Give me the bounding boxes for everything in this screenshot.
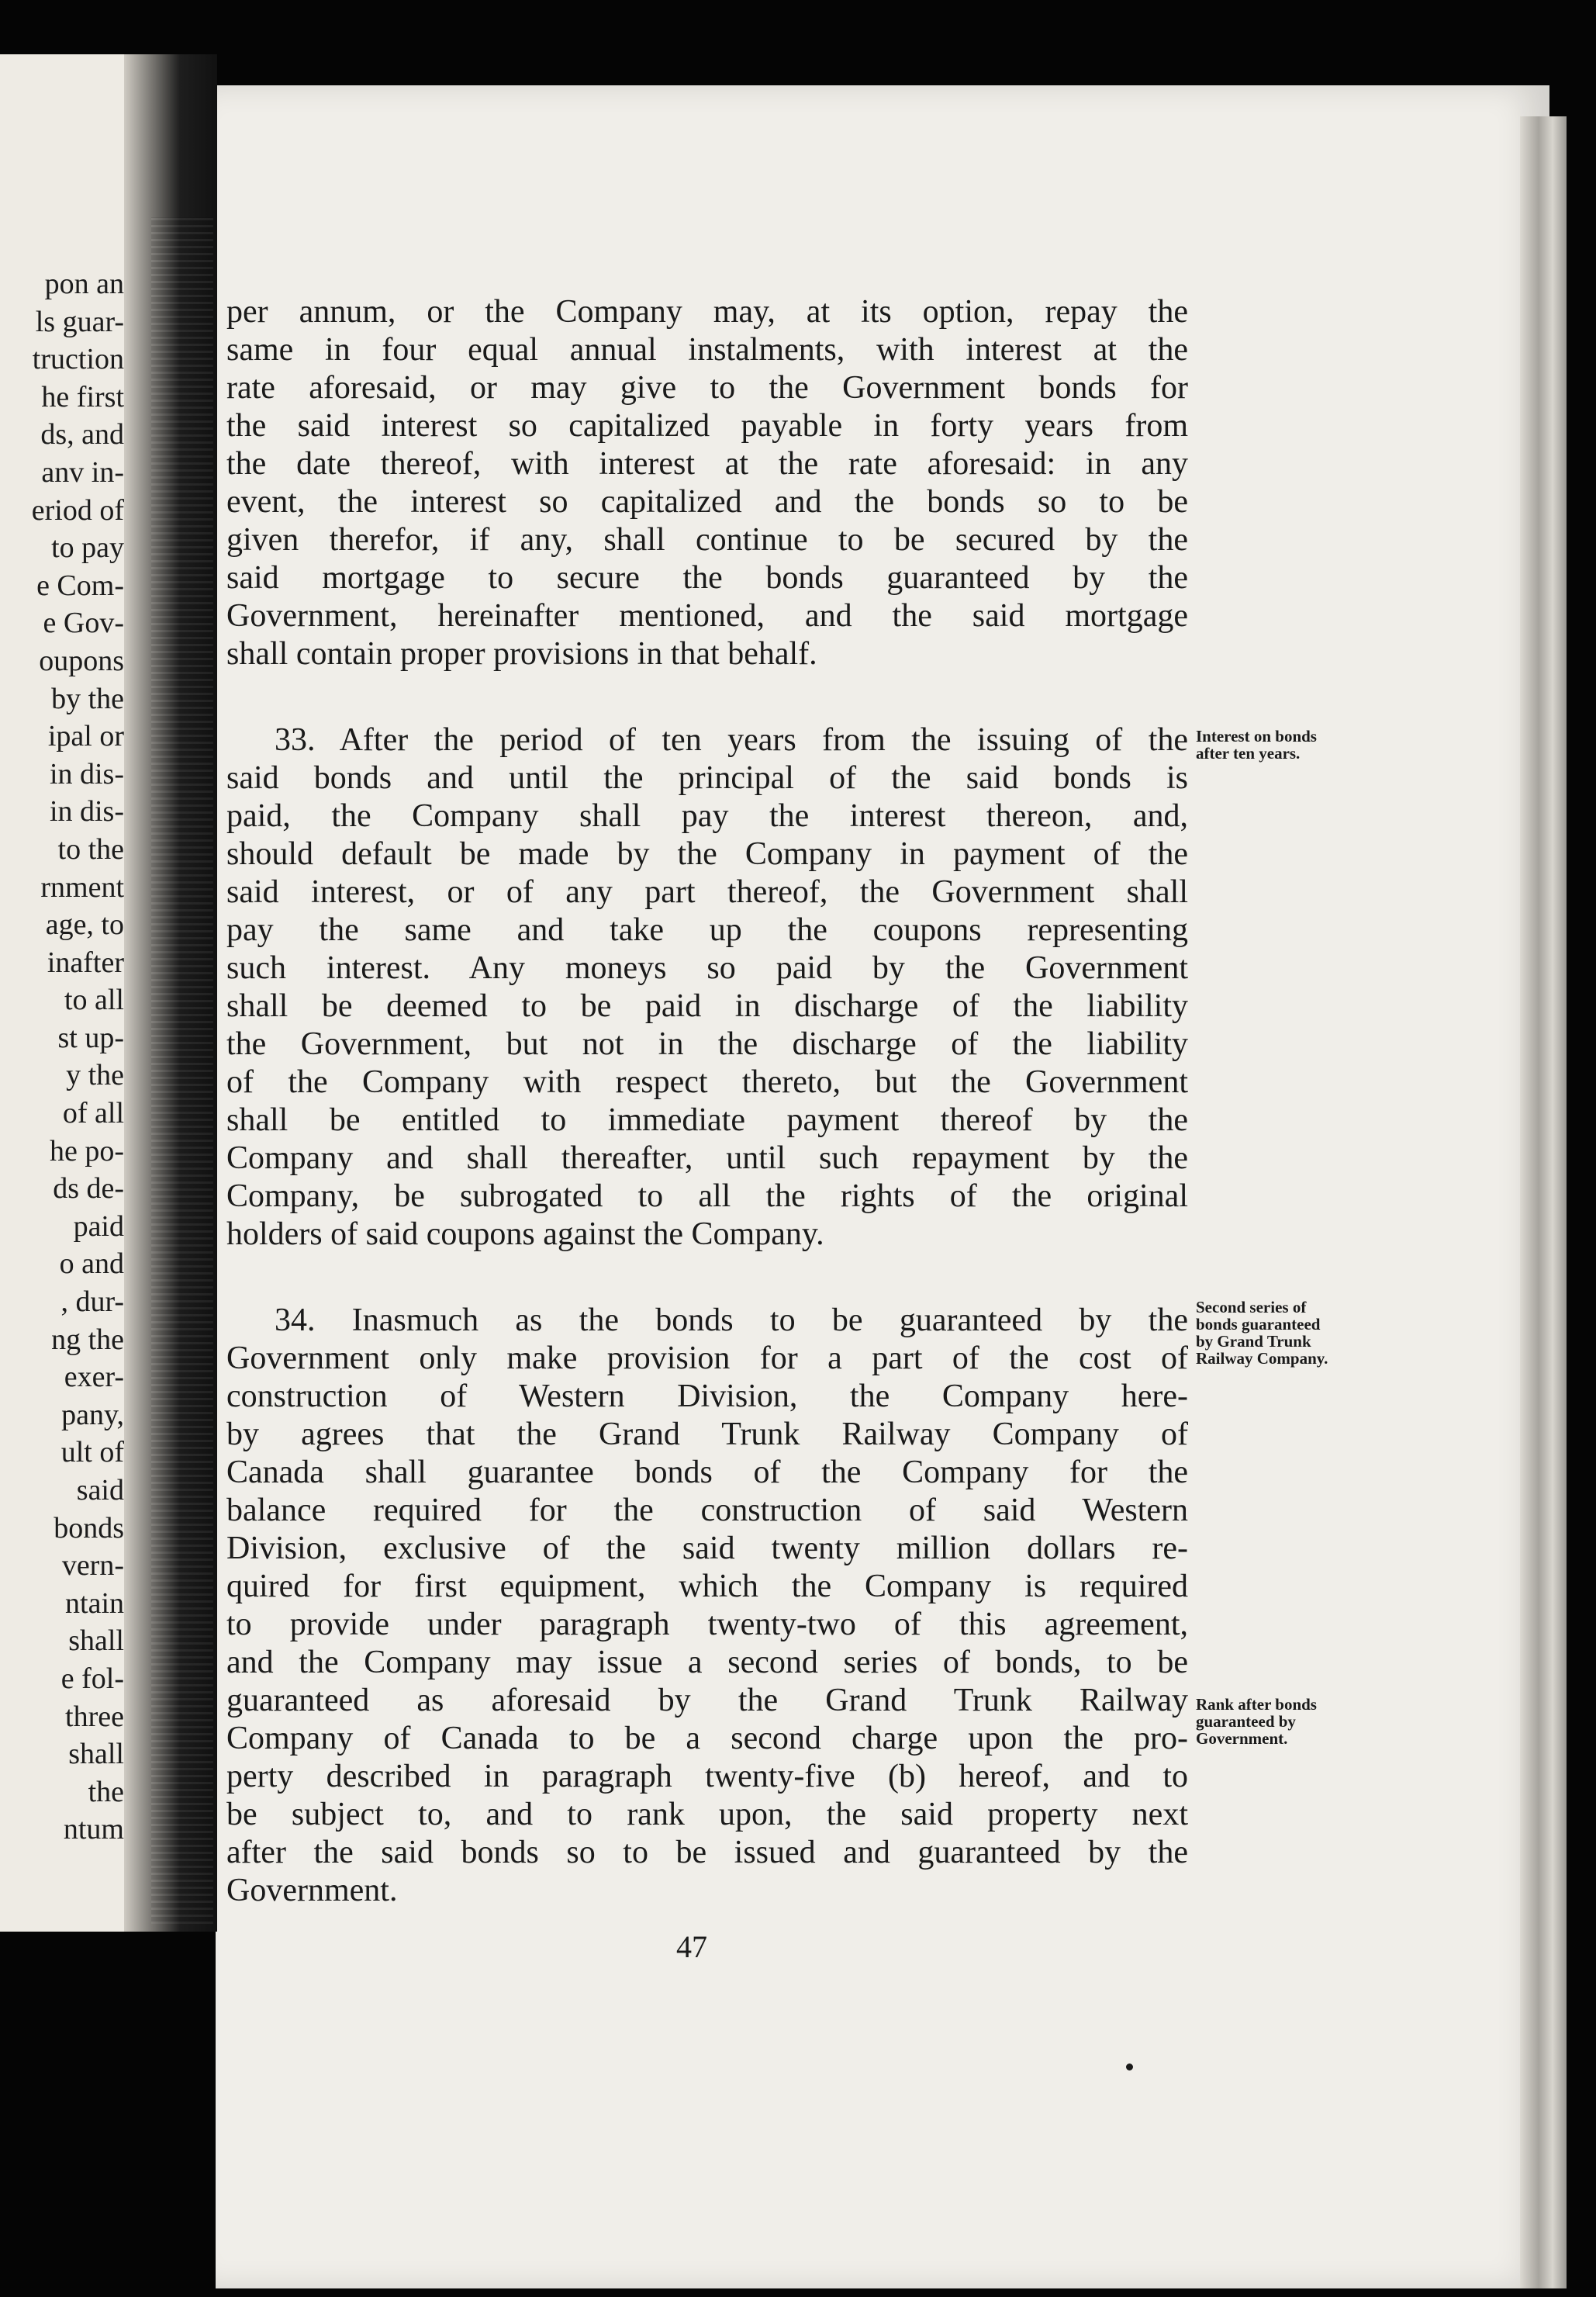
text-line: of the Company with respect thereto, but the Government <box>226 1064 1188 1100</box>
left-page-line: vern- <box>61 1549 124 1583</box>
left-page-line: bonds <box>54 1511 124 1545</box>
left-page-line: e Gov- <box>43 607 124 640</box>
body-text <box>226 293 1188 1910</box>
text-line: quired for first equipment, which the Company is required <box>226 1569 1188 1604</box>
text-line: said mortgage to secure the bonds guaranteed by the <box>226 560 1188 596</box>
left-page-line: pon an <box>44 268 124 300</box>
left-page-line: said <box>76 1474 124 1507</box>
text-line: Government. <box>226 1873 398 1908</box>
left-page-line: e fol- <box>60 1662 124 1695</box>
text-line: Government, hereinafter mentioned, and the said mortgage <box>226 598 1188 634</box>
left-page-line: paid <box>73 1209 124 1243</box>
text-line: rate aforesaid, or may give to the Government bonds for <box>226 370 1188 406</box>
left-page-line: to all <box>64 984 124 1017</box>
paragraph-33 <box>226 721 1188 1254</box>
margin-note-line: Railway Company. <box>1196 1349 1328 1368</box>
margin-note-interest <box>1196 728 1390 762</box>
margin-note-line: guaranteed by <box>1196 1712 1296 1731</box>
margin-note-line: bonds guaranteed <box>1196 1315 1321 1334</box>
left-page-line: age, to <box>45 908 124 942</box>
text-line: paid, the Company shall pay the interest thereon, and, <box>226 798 1188 834</box>
left-page-line: in dis- <box>49 795 124 829</box>
text-line: per annum, or the Company may, at its option, repay the <box>226 294 1188 330</box>
left-page-line: st up- <box>57 1021 124 1054</box>
left-page-line: three <box>65 1700 124 1733</box>
margin-note-line: Interest on bonds <box>1196 727 1317 745</box>
text-line: pay the same and take up the coupons representing <box>226 912 1188 948</box>
text-line: be subject to, and to rank upon, the said property next <box>226 1797 1188 1832</box>
text-line: after the said bonds so to be issued and guaranteed by the <box>226 1835 1188 1870</box>
left-page-line: he first <box>41 380 124 413</box>
left-page-line: ls guar- <box>35 305 124 338</box>
text-line: the Government, but not in the discharge of the liability <box>226 1026 1188 1062</box>
page-edge <box>1520 116 1567 2288</box>
text-line: shall be deemed to be paid in discharge of the liability <box>226 988 1188 1024</box>
text-line: Canada shall guarantee bonds of the Company for the <box>226 1455 1188 1490</box>
left-page-line: by the <box>51 682 124 715</box>
gutter-texture <box>151 217 213 1924</box>
text-line: same in four equal annual instalments, with interest at the <box>226 332 1188 368</box>
paragraph-34 <box>226 1302 1188 1910</box>
left-page-line: , dur- <box>60 1285 124 1319</box>
text-line: construction of Western Division, the Company here- <box>226 1379 1188 1414</box>
text-line: said interest, or of any part thereof, the Government shall <box>226 874 1188 910</box>
text-line: Division, exclusive of the said twenty million dollars re- <box>226 1531 1188 1566</box>
margin-note-line: Rank after bonds <box>1196 1695 1317 1714</box>
left-page-line: ng the <box>51 1323 124 1356</box>
text-line: the date thereof, with interest at the rate aforesaid: in any <box>226 446 1188 482</box>
text-line: 33. After the period of ten years from the issuing of the <box>275 722 1188 758</box>
left-page-line: inafter <box>47 946 124 979</box>
page-number: 47 <box>676 1929 707 1964</box>
left-page-line: e Com- <box>36 569 124 602</box>
left-page-line: ntum <box>63 1813 124 1846</box>
text-line: balance required for the construction of said Western <box>226 1493 1188 1528</box>
left-page-line: to the <box>57 832 124 866</box>
left-page-line: o and <box>59 1247 124 1281</box>
text-line: Company of Canada to be a second charge upon the pro- <box>226 1721 1188 1756</box>
left-page-line: the <box>88 1775 124 1808</box>
margin-note-line: after ten years. <box>1196 744 1301 763</box>
left-page-line: ntain <box>65 1586 124 1620</box>
left-page-line: ipal or <box>47 720 124 753</box>
ink-spot <box>1126 2063 1133 2070</box>
text-line: given therefor, if any, shall continue to be secured by the <box>226 522 1188 558</box>
left-page-line: he po- <box>49 1134 124 1168</box>
left-page-line: ds, and <box>40 418 124 451</box>
left-page-line: truction <box>32 343 124 376</box>
text-line: shall be entitled to immediate payment thereof by the <box>226 1102 1188 1138</box>
margin-note-line: Second series of <box>1196 1298 1307 1316</box>
paragraph-32-continued <box>226 293 1188 673</box>
text-line: to provide under paragraph twenty-two of this agreement, <box>226 1607 1188 1642</box>
text-line: event, the interest so capitalized and the bonds so to be <box>226 484 1188 520</box>
text-line: guaranteed as aforesaid by the Grand Trunk Railway <box>226 1683 1188 1718</box>
text-line: Government only make provision for a part of the cost of <box>226 1340 1188 1376</box>
margin-note-rank <box>1196 1696 1390 1747</box>
left-page-line: anv in- <box>41 455 124 489</box>
left-page-line: to pay <box>51 531 124 565</box>
text-line: perty described in paragraph twenty-five (b) hereof, and to <box>226 1759 1188 1794</box>
text-line: such interest. Any moneys so paid by the Government <box>226 950 1188 986</box>
text-line: Company, be subrogated to all the rights of the original <box>226 1178 1188 1214</box>
text-line: 34. Inasmuch as the bonds to be guaranteed by the <box>275 1302 1188 1338</box>
margin-note-second-series <box>1196 1299 1390 1367</box>
margin-note-line: Government. <box>1196 1729 1288 1748</box>
left-page-line: y the <box>66 1059 124 1092</box>
text-line: by agrees that the Grand Trunk Railway Company of <box>226 1417 1188 1452</box>
left-page-line: in dis- <box>49 757 124 790</box>
left-page-line: ult of <box>60 1436 124 1469</box>
text-line: Company and shall thereafter, until such repayment by the <box>226 1140 1188 1176</box>
left-page-line: shall <box>68 1624 124 1658</box>
left-page-line: of all <box>62 1097 124 1130</box>
text-line: should default be made by the Company in payment of the <box>226 836 1188 872</box>
left-page-line: shall <box>68 1738 124 1771</box>
text-line: holders of said coupons against the Company. <box>226 1216 824 1252</box>
text-line: said bonds and until the principal of the said bonds is <box>226 760 1188 796</box>
left-page-line: ds de- <box>53 1172 124 1206</box>
left-page-line: pany, <box>61 1398 124 1431</box>
text-line: and the Company may issue a second series of bonds, to be <box>226 1645 1188 1680</box>
left-page-line: rnment <box>40 870 124 904</box>
previous-page-text <box>0 265 124 1849</box>
text-line: the said interest so capitalized payable in forty years from <box>226 408 1188 444</box>
left-page-line: eriod of <box>31 493 124 527</box>
left-page-line: exer- <box>64 1361 124 1394</box>
text-line: shall contain proper provisions in that behalf. <box>226 636 817 672</box>
left-page-line: oupons <box>39 644 124 677</box>
margin-note-line: by Grand Trunk <box>1196 1332 1311 1351</box>
